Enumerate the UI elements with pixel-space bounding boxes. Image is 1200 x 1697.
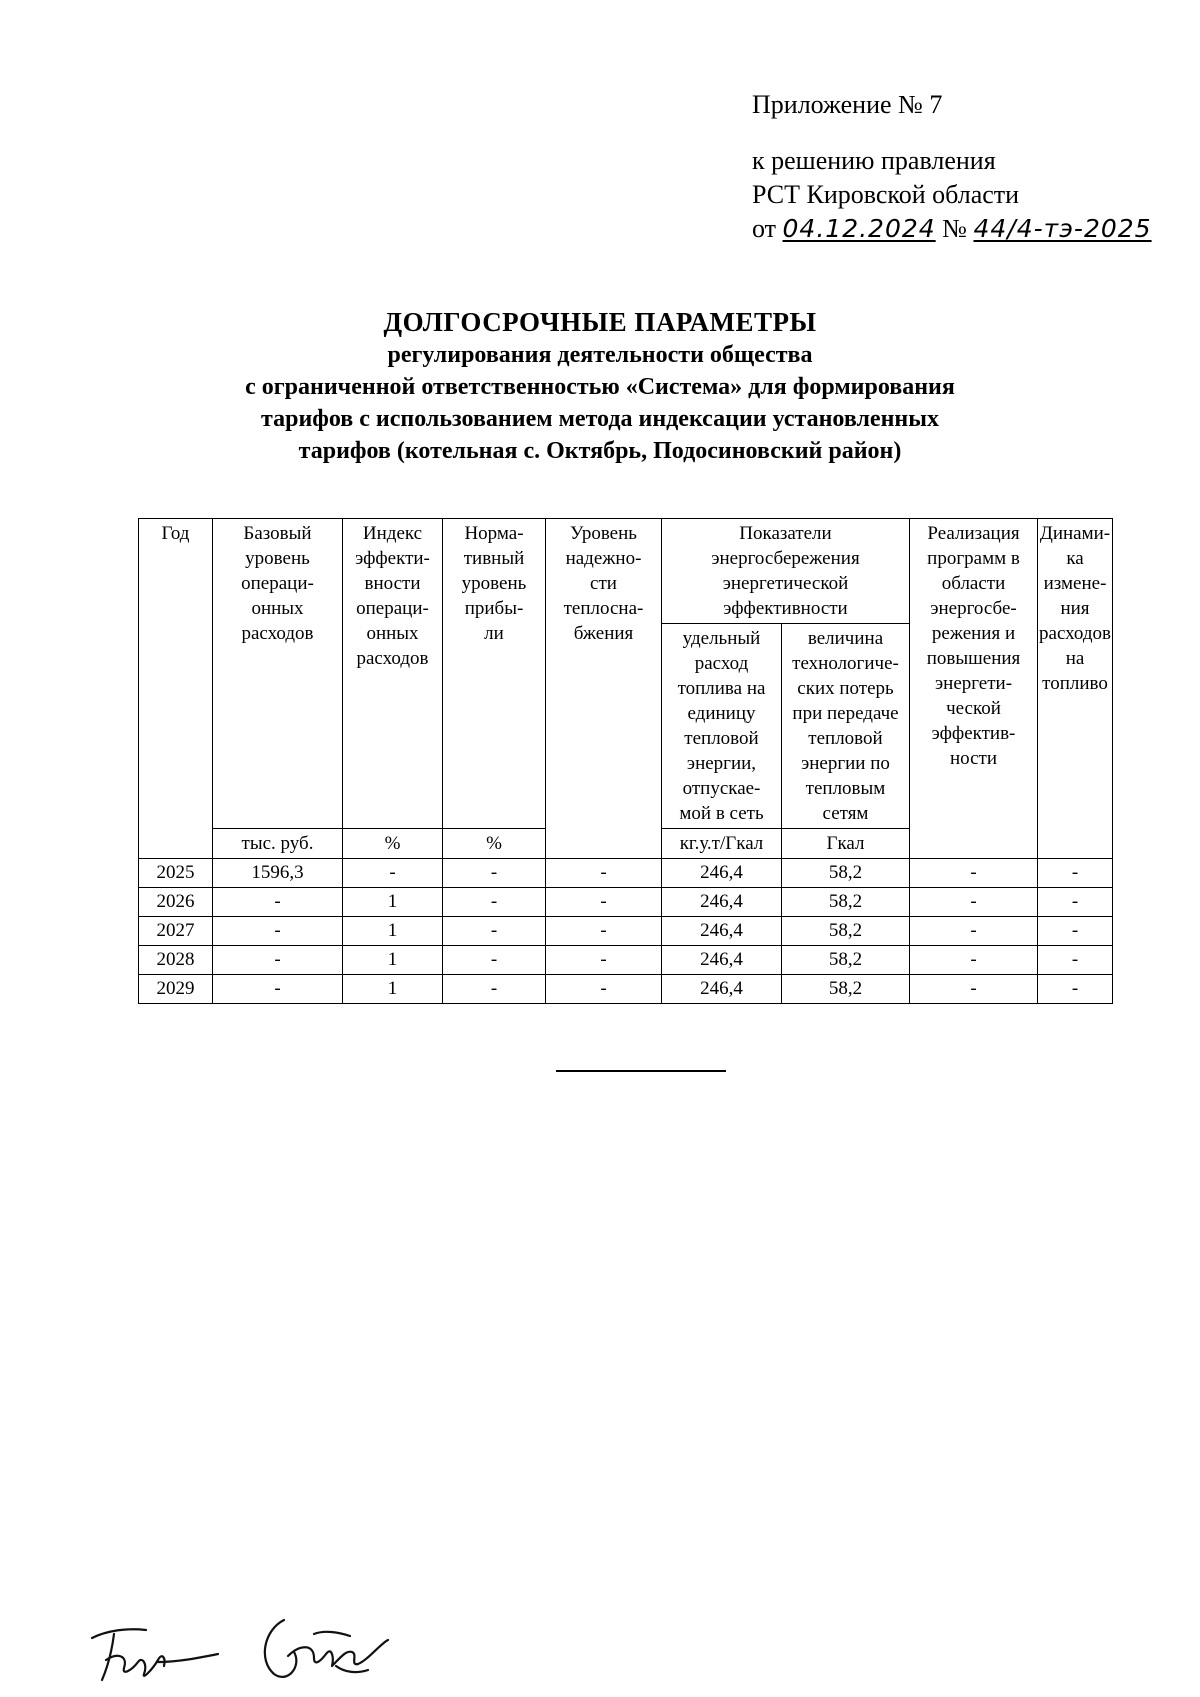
header-line: онных <box>366 623 419 644</box>
cell-year: 2029 <box>139 975 213 1004</box>
header-programs-lines <box>911 521 1036 771</box>
document-title <box>140 305 1060 467</box>
cell-base: 1596,3 <box>213 859 343 888</box>
header-line: тепловым <box>805 778 886 799</box>
header-line: теплосна- <box>563 598 644 619</box>
header-line: онных <box>251 598 304 619</box>
header-line: энергии, <box>686 753 757 774</box>
header-line: при передаче <box>792 703 899 724</box>
header-line: тивный <box>463 548 525 569</box>
parameters-table <box>138 518 1113 1004</box>
table-row <box>139 975 1113 1004</box>
title-line-4: тарифов с использованием метода индексации установленных <box>261 406 939 432</box>
appendix-date-line <box>752 212 1152 246</box>
header-line: удельный <box>682 628 761 649</box>
cell-year: 2025 <box>139 859 213 888</box>
unit-losses: Гкал <box>782 829 910 859</box>
header-line: технологиче- <box>792 653 899 674</box>
header-line: величина <box>807 628 884 649</box>
title-line-3: с ограниченной ответственностью «Система» для формирования <box>245 374 955 400</box>
number-sign: № <box>942 214 967 243</box>
cell-programs: - <box>910 946 1038 975</box>
cell-dynamics: - <box>1038 888 1113 917</box>
header-losses <box>782 624 910 829</box>
header-line: ния <box>1060 598 1090 619</box>
appendix-line-1: к решению правления <box>752 146 996 175</box>
header-programs <box>910 519 1038 859</box>
header-line: топливо <box>1042 673 1108 694</box>
header-line: режения и <box>931 623 1016 644</box>
signature-2 <box>265 1620 388 1677</box>
cell-base: - <box>213 888 343 917</box>
cell-programs: - <box>910 859 1038 888</box>
cell-losses: 58,2 <box>782 859 910 888</box>
cell-fuel: 246,4 <box>662 946 782 975</box>
header-line: тепловой <box>684 728 759 749</box>
header-energy-group-lines <box>663 521 908 621</box>
cell-programs: - <box>910 888 1038 917</box>
header-line: энергии по <box>801 753 890 774</box>
header-index <box>343 519 443 829</box>
header-line: операци- <box>356 598 429 619</box>
header-line: ности <box>949 748 998 769</box>
appendix-line-2: РСТ Кировской области <box>752 180 1020 209</box>
header-energy-group <box>662 519 910 624</box>
header-line: эффектив- <box>931 723 1016 744</box>
title-line-5: тарифов (котельная с. Октябрь, Подосиновский район) <box>298 438 902 464</box>
cell-programs: - <box>910 917 1038 946</box>
unit-base: тыс. руб. <box>213 829 343 859</box>
cell-index: - <box>343 859 443 888</box>
cell-fuel: 246,4 <box>662 917 782 946</box>
header-norm-lines <box>444 521 544 646</box>
table-row <box>139 917 1113 946</box>
header-dynamics-lines <box>1039 521 1111 696</box>
header-line: энергетической <box>722 573 849 594</box>
table-row <box>139 946 1113 975</box>
cell-base: - <box>213 975 343 1004</box>
unit-norm: % <box>443 829 546 859</box>
cell-dynamics: - <box>1038 917 1113 946</box>
decision-number: 44/4-тэ-2025 <box>973 214 1152 243</box>
title-line-2: регулирования деятельности общества <box>387 342 813 368</box>
signature-1 <box>92 1629 218 1680</box>
header-line: единицу <box>687 703 756 724</box>
cell-reliability: - <box>546 917 662 946</box>
header-line: сти <box>590 573 617 594</box>
header-line: тепловой <box>808 728 883 749</box>
spacer <box>752 122 1152 144</box>
header-line: ли <box>484 623 504 644</box>
header-line: расходов <box>1039 623 1111 644</box>
header-fuel <box>662 624 782 829</box>
header-line: отпускае- <box>682 778 761 799</box>
decision-date: 04.12.2024 <box>782 214 936 243</box>
header-line: Базовый <box>243 523 312 544</box>
cell-index: 1 <box>343 888 443 917</box>
header-line: уровень <box>461 573 527 594</box>
header-index-lines <box>344 521 441 671</box>
handwritten-signatures <box>88 1600 428 1695</box>
header-line: эффекти- <box>355 548 430 569</box>
header-line: Норма- <box>464 523 524 544</box>
header-line: ских потерь <box>797 678 894 699</box>
cell-base: - <box>213 917 343 946</box>
header-losses-lines <box>783 626 908 826</box>
cell-losses: 58,2 <box>782 888 910 917</box>
cell-losses: 58,2 <box>782 917 910 946</box>
header-line: энергети- <box>935 673 1013 694</box>
header-line: ческой <box>946 698 1001 719</box>
appendix-title: Приложение № 7 <box>752 90 943 119</box>
table-row <box>139 888 1113 917</box>
end-separator-line <box>556 1070 726 1072</box>
appendix-block <box>752 88 1152 246</box>
header-line: уровень <box>245 548 310 569</box>
cell-dynamics: - <box>1038 946 1113 975</box>
header-year: Год <box>139 519 213 859</box>
cell-losses: 58,2 <box>782 975 910 1004</box>
header-row-1 <box>139 519 1113 624</box>
header-line: повышения <box>926 648 1021 669</box>
header-line: операци- <box>241 573 314 594</box>
header-line: Показатели <box>739 523 832 544</box>
header-norm <box>443 519 546 829</box>
cell-fuel: 246,4 <box>662 888 782 917</box>
cell-norm: - <box>443 888 546 917</box>
cell-reliability: - <box>546 859 662 888</box>
header-line: программ в <box>927 548 1020 569</box>
cell-reliability: - <box>546 975 662 1004</box>
header-line: расходов <box>241 623 314 644</box>
header-line: прибы- <box>464 598 524 619</box>
cell-fuel: 246,4 <box>662 859 782 888</box>
cell-dynamics: - <box>1038 859 1113 888</box>
header-line: эффективности <box>723 598 848 619</box>
cell-dynamics: - <box>1038 975 1113 1004</box>
header-reliability-lines <box>547 521 660 646</box>
cell-programs: - <box>910 975 1038 1004</box>
header-line: измене- <box>1043 573 1107 594</box>
header-line: ка <box>1066 548 1084 569</box>
cell-norm: - <box>443 946 546 975</box>
cell-reliability: - <box>546 888 662 917</box>
header-line: расход <box>694 653 749 674</box>
header-base <box>213 519 343 829</box>
header-line: на <box>1065 648 1085 669</box>
header-line: Динами- <box>1039 523 1111 544</box>
cell-norm: - <box>443 975 546 1004</box>
unit-fuel: кг.у.т/Гкал <box>662 829 782 859</box>
header-line: области <box>941 573 1006 594</box>
cell-year: 2026 <box>139 888 213 917</box>
header-reliability <box>546 519 662 859</box>
unit-index: % <box>343 829 443 859</box>
header-line: энергосбе- <box>930 598 1017 619</box>
cell-index: 1 <box>343 946 443 975</box>
header-line: мой в сеть <box>679 803 764 824</box>
title-line-1: ДОЛГОСРОЧНЫЕ ПАРАМЕТРЫ <box>383 307 817 337</box>
cell-fuel: 246,4 <box>662 975 782 1004</box>
cell-year: 2028 <box>139 946 213 975</box>
header-line: вности <box>364 573 421 594</box>
header-line: Реализация <box>927 523 1020 544</box>
cell-reliability: - <box>546 946 662 975</box>
cell-year: 2027 <box>139 917 213 946</box>
header-line: надежно- <box>565 548 642 569</box>
cell-norm: - <box>443 917 546 946</box>
table-row <box>139 859 1113 888</box>
cell-norm: - <box>443 859 546 888</box>
header-fuel-lines <box>663 626 780 826</box>
header-line: топлива на <box>677 678 766 699</box>
header-line: сетям <box>822 803 869 824</box>
cell-index: 1 <box>343 975 443 1004</box>
header-line: расходов <box>356 648 429 669</box>
header-dynamics <box>1038 519 1113 859</box>
header-line: бжения <box>573 623 634 644</box>
cell-losses: 58,2 <box>782 946 910 975</box>
cell-index: 1 <box>343 917 443 946</box>
header-base-lines <box>214 521 341 646</box>
cell-base: - <box>213 946 343 975</box>
date-prefix: от <box>752 214 777 243</box>
header-line: Индекс <box>362 523 423 544</box>
header-line: Уровень <box>570 523 637 544</box>
header-line: энергосбережения <box>711 548 860 569</box>
